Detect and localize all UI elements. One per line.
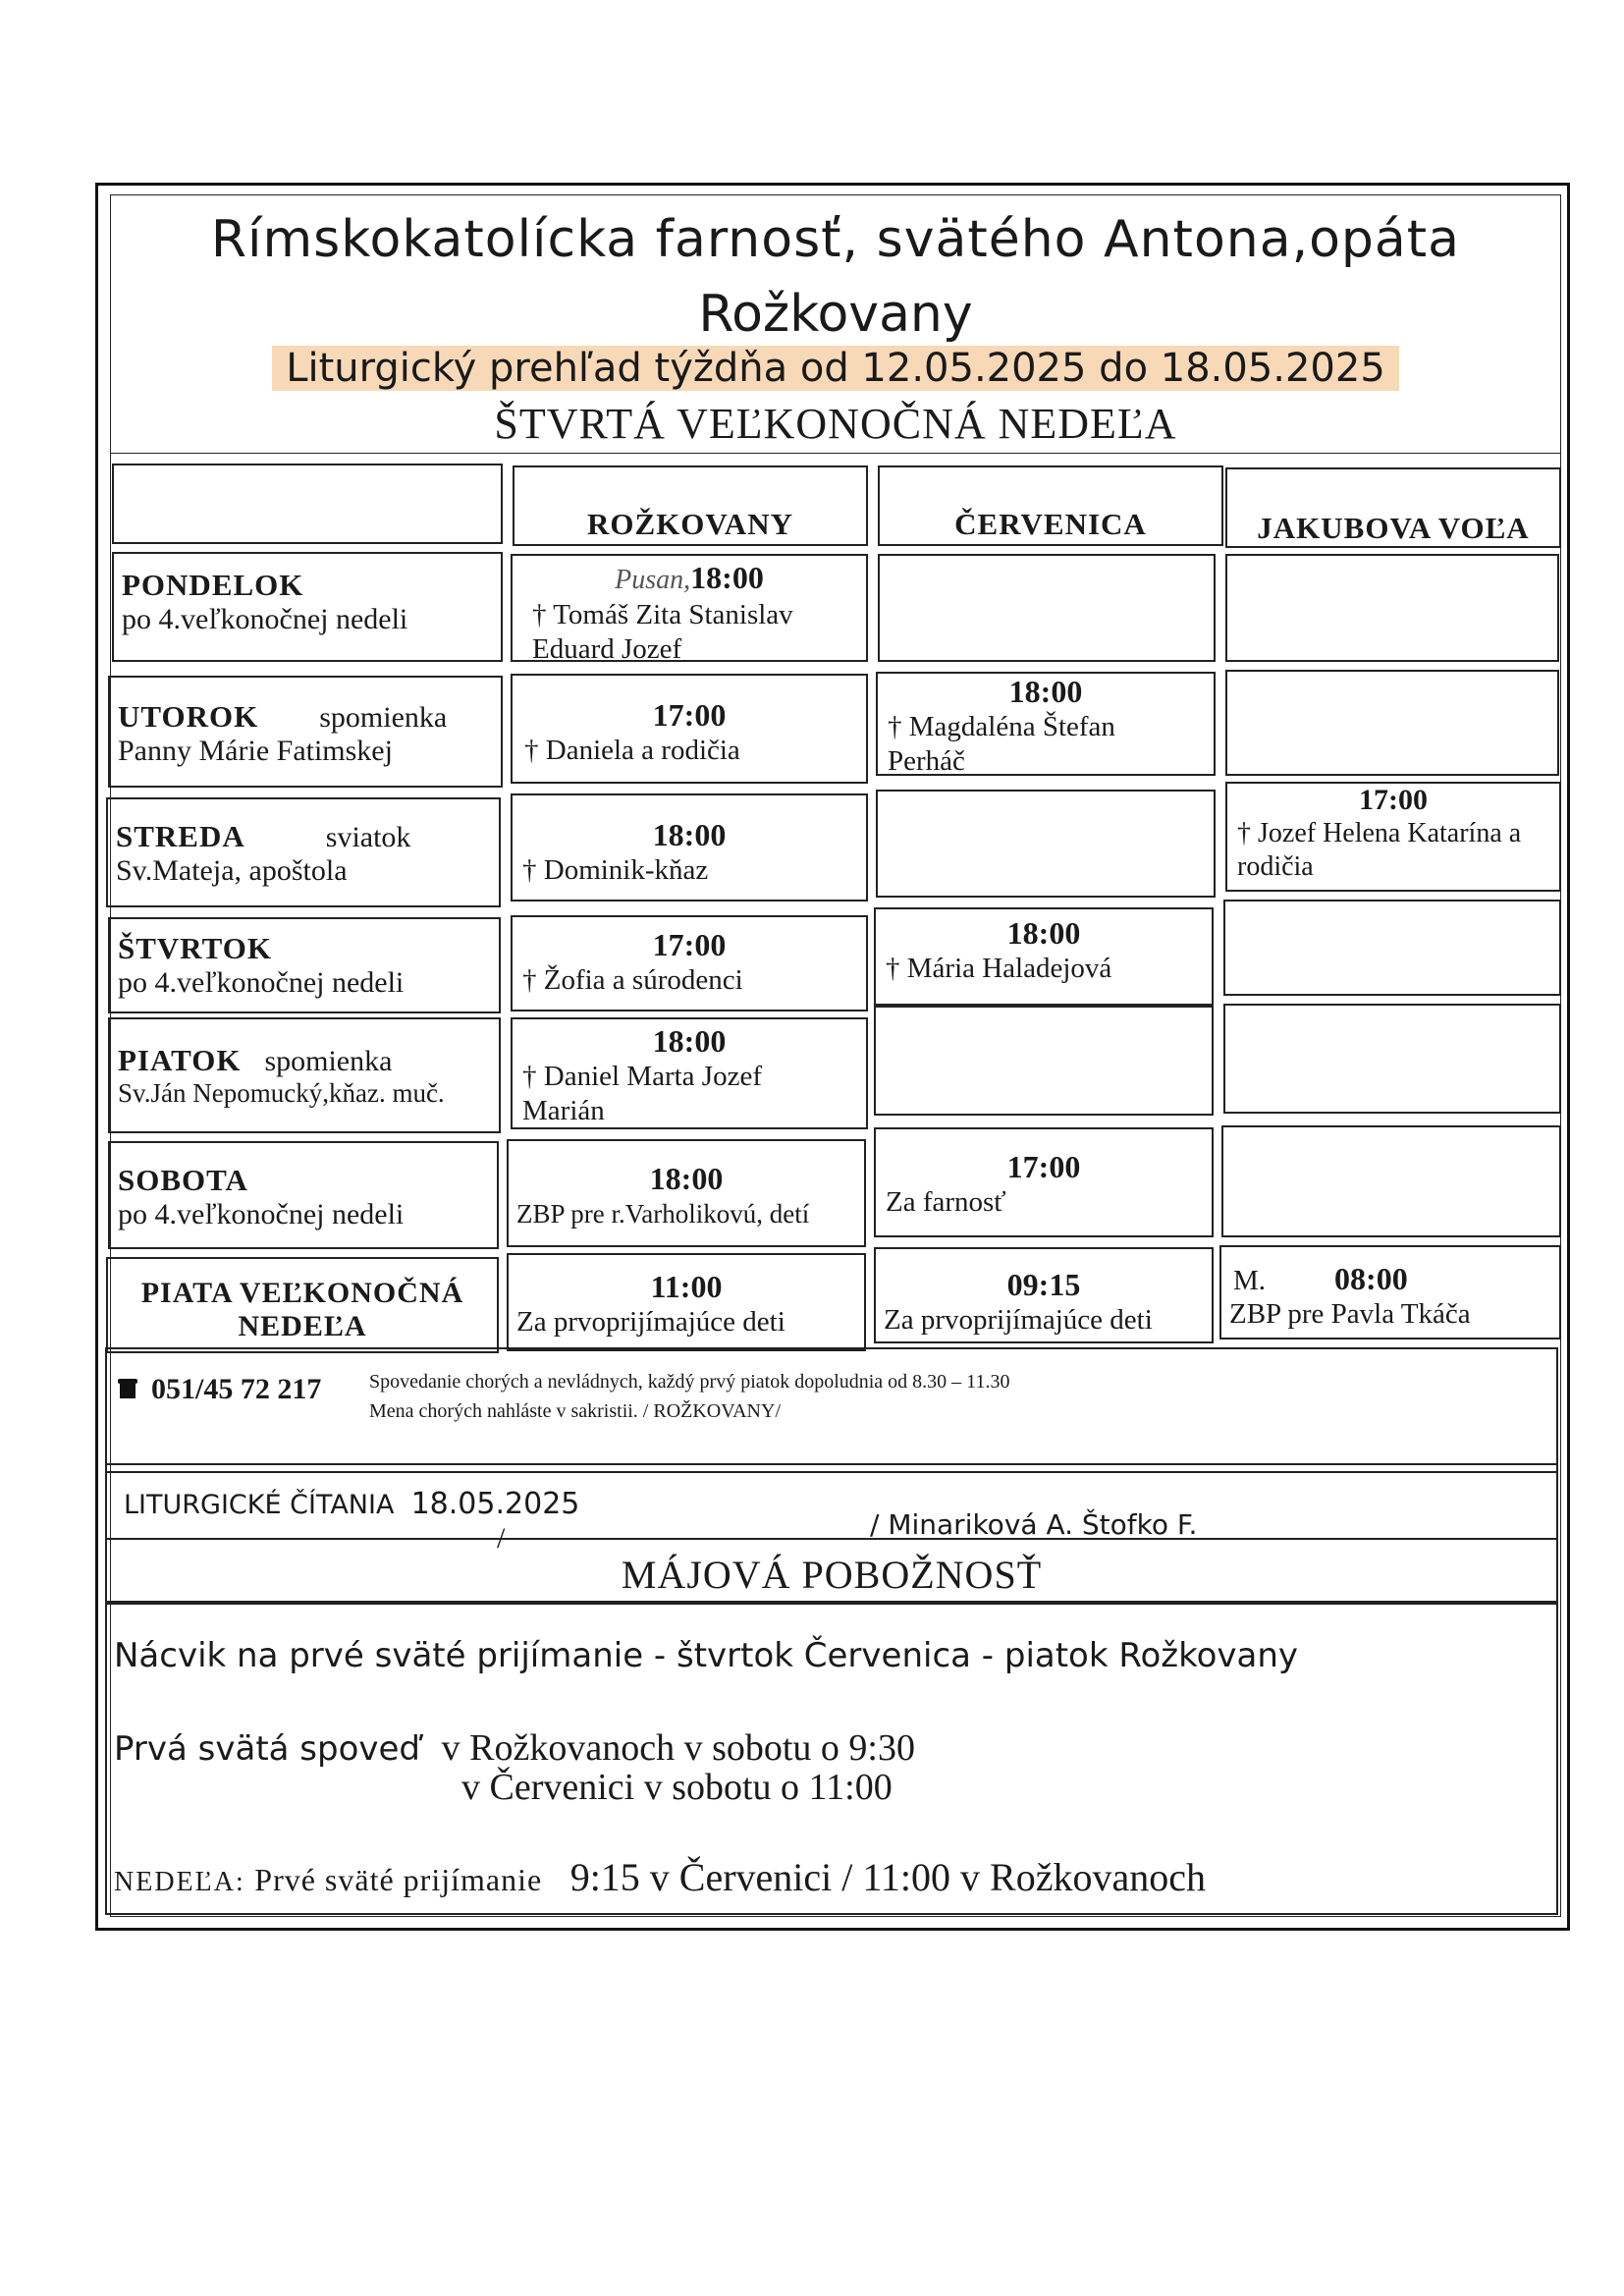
communion-practice: Nácvik na prvé sväté prijímanie - štvrtok Červenica - piatok Rožkovany [114, 1636, 1299, 1675]
confession-info-line2: Mena chorých nahláste v sakristii. / ROŽKOVANY/ [369, 1400, 782, 1422]
day-name: PIATOK [118, 1043, 242, 1077]
mass-saturday-cervenica [874, 1127, 1214, 1237]
may-devotion-title: MÁJOVÁ POBOŽNOSŤ [621, 1553, 1043, 1597]
mass-time: 17:00 [652, 697, 727, 733]
confession-info-line1: Spovedanie chorých a nevládnych, každý prvý piatok dopoludnia od 8.30 – 11.30 [369, 1371, 1010, 1393]
info-box [105, 1347, 1558, 1473]
mass-prefix: M. [1233, 1265, 1267, 1296]
day-saturday [108, 1141, 499, 1249]
mass-intention: † Žofia a súrodenci [522, 964, 743, 996]
mass-time-value: 08:00 [1334, 1261, 1408, 1296]
mass-intention: † Mária Haladejová [886, 953, 1112, 984]
column-head-rozkovany: ROŽKOVANY [513, 465, 868, 546]
mass-saturday-rozkovany [507, 1139, 866, 1247]
mass-time: 17:00 [1359, 784, 1428, 816]
handwritten-note: Pusan, [615, 565, 691, 595]
parish-place: Rožkovany [698, 285, 973, 344]
mass-sunday-rozkovany [507, 1253, 866, 1351]
day-subtitle: po 4.veľkonočnej nedeli [118, 966, 405, 999]
mass-intention: Za prvoprijímajúce deti [884, 1304, 1153, 1336]
mass-intention: † Dominik-kňaz [522, 854, 709, 886]
day-subtitle: Sv.Mateja, apoštola [116, 854, 348, 887]
readings-divider [105, 1538, 1558, 1540]
day-name: PIATA VEĽKONOČNÁ [140, 1277, 464, 1309]
day-subtitle: po 4.veľkonočnej nedeli [118, 1198, 405, 1230]
day-friday [108, 1017, 501, 1133]
mass-intention: † Magdaléna Štefan Perháč [888, 711, 1115, 777]
readings-readers: / Minariková A. Štofko F. [870, 1508, 1198, 1541]
mass-sunday-cervenica [874, 1247, 1214, 1343]
mass-time: 17:00 [1006, 1149, 1081, 1184]
mass-time: 18:00 [1006, 915, 1081, 951]
mass-time: 17:00 [652, 927, 727, 962]
day-thursday [108, 917, 501, 1013]
mass-intention: ZBP pre Pavla Tkáča [1229, 1298, 1471, 1330]
sunday-name: ŠTVRTÁ VEĽKONOČNÁ NEDEĽA [494, 400, 1177, 448]
parish-title: Rímskokatolícka farnosť, svätého Antona,opáta [210, 210, 1461, 269]
mass-intention: † Jozef Helena Katarína a rodičia [1237, 818, 1522, 882]
sunday-times: 9:15 v Červenici / 11:00 v Rožkovanoch [569, 1855, 1206, 1899]
mass-time: 18:00 [649, 1161, 724, 1196]
mass-monday-rozkovany [511, 554, 868, 665]
mass-friday-cervenica [874, 1006, 1214, 1116]
mass-time [615, 560, 764, 595]
mass-wednesday-jakubova [1225, 782, 1561, 892]
day-subtitle: NEDEĽA [238, 1310, 367, 1342]
day-name: PONDELOK [122, 568, 304, 602]
weekly-overview-text: Liturgický prehľad týždňa od 12.05.2025 do 18.05.2025 [272, 346, 1399, 391]
day-monday [112, 552, 503, 662]
corner-cell [112, 464, 503, 544]
day-subtitle: po 4.veľkonočnej nedeli [122, 603, 408, 635]
confession-label: Prvá svätá spoveď [114, 1729, 421, 1769]
mass-monday-jakubova [1225, 554, 1559, 662]
sunday-label: NEDEĽA: [114, 1867, 245, 1897]
mass-intention: † Daniel Marta Jozef Marián [522, 1061, 762, 1126]
mass-time: 11:00 [650, 1269, 723, 1304]
weekly-overview [110, 346, 1561, 391]
mass-tuesday-cervenica [876, 672, 1216, 776]
day-type: sviatok [325, 821, 411, 853]
mass-sunday-jakubova [1219, 1245, 1561, 1339]
column-head-jakubova: JAKUBOVA VOĽA [1225, 467, 1561, 548]
readings-date: 18.05.2025 [410, 1487, 580, 1521]
mass-intention: Za prvoprijímajúce deti [516, 1306, 785, 1338]
column-head-cervenica: ČERVENICA [878, 465, 1223, 546]
mass-thursday-cervenica [874, 907, 1214, 1006]
sunday-communion-line [114, 1854, 1206, 1900]
mass-time-value: 18:00 [690, 560, 764, 595]
mass-time: 09:15 [1006, 1267, 1081, 1302]
mass-thursday-jakubova [1223, 900, 1561, 996]
mass-intention: Za farnosť [886, 1186, 1006, 1218]
mass-wednesday-rozkovany [511, 793, 868, 902]
mass-intention: † Tomáš Zita Stanislav Eduard Jozef [532, 599, 793, 665]
confession-line [114, 1726, 915, 1770]
mass-saturday-jakubova [1221, 1125, 1561, 1237]
mass-time: 18:00 [652, 1023, 727, 1059]
mass-thursday-rozkovany [511, 915, 868, 1011]
mass-time: 18:00 [652, 817, 727, 852]
mass-friday-rozkovany [511, 1017, 868, 1129]
mass-monday-cervenica [878, 554, 1216, 662]
mass-tuesday-rozkovany [511, 674, 868, 784]
confession-time-1: v Rožkovanoch v sobotu o 9:30 [441, 1727, 915, 1769]
mass-time: 18:00 [1008, 674, 1083, 709]
phone-icon [118, 1377, 137, 1400]
day-name: SOBOTA [118, 1163, 248, 1197]
confession-time-2: v Červenici v sobotu o 11:00 [461, 1767, 893, 1808]
mass-tuesday-jakubova [1225, 670, 1559, 776]
day-type: spomienka [319, 701, 448, 734]
mass-intention: ZBP pre r.Varholikovú, detí [516, 1199, 810, 1229]
readings-label [124, 1487, 579, 1521]
mass-intention: † Daniela a rodičia [524, 735, 740, 766]
day-name: ŠTVRTOK [118, 931, 272, 965]
phone-line [118, 1373, 321, 1406]
mass-wednesday-cervenica [876, 790, 1216, 898]
day-name: STREDA [116, 819, 245, 853]
day-sunday [106, 1257, 499, 1353]
readings-label-text: LITURGICKÉ ČÍTANIA [124, 1490, 395, 1520]
day-tuesday [108, 676, 503, 788]
sunday-text: Prvé sväté prijímanie [254, 1862, 543, 1897]
day-name: UTOROK [118, 699, 259, 734]
mass-time [1221, 1261, 1559, 1297]
readings-slash: / [497, 1522, 506, 1555]
phone-number: 051/45 72 217 [151, 1373, 322, 1405]
day-wednesday [106, 797, 501, 907]
mass-friday-jakubova [1223, 1004, 1561, 1114]
day-subtitle: Panny Márie Fatimskej [118, 735, 393, 767]
day-type: spomienka [264, 1045, 393, 1077]
day-subtitle: Sv.Ján Nepomucký,kňaz. muč. [118, 1078, 445, 1108]
